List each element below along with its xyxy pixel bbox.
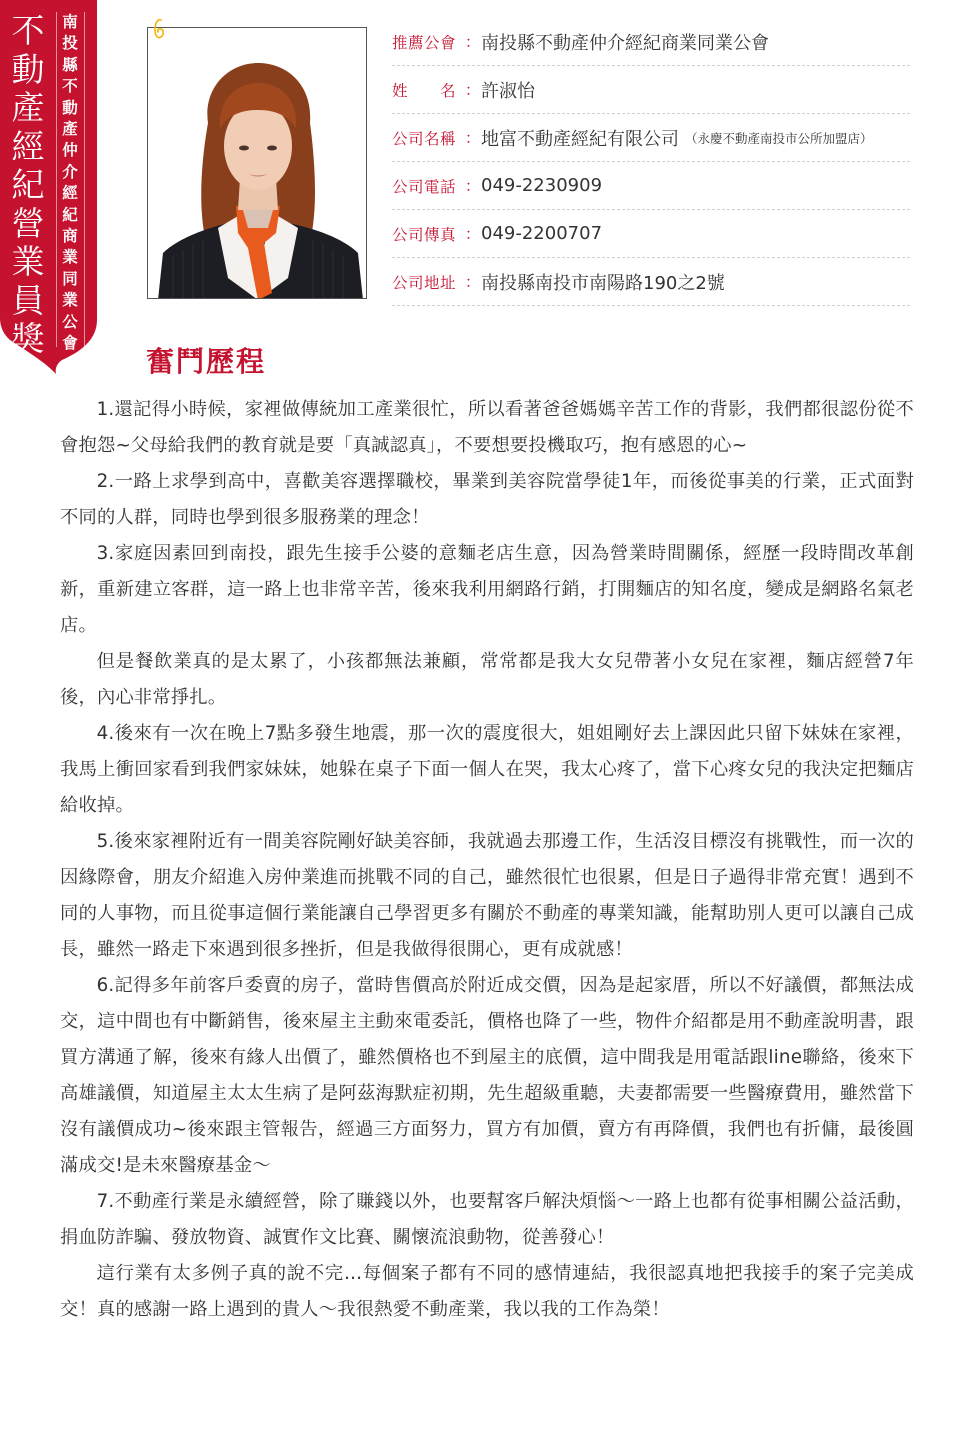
info-colon: ： <box>464 273 480 291</box>
association-char: 公 <box>62 312 78 331</box>
ribbon-divider <box>84 12 85 347</box>
story-paragraph: 這行業有太多例子真的說不完…每個案子都有不同的感情連結，我很認真地把我接手的案子完美成交！真的感謝一路上遇到的貴人～我很熱愛不動產業，我以我的工作為榮！ <box>60 1263 914 1320</box>
story-paragraph: 1.還記得小時候，家裡做傳統加工產業很忙，所以看著爸爸媽媽辛苦工作的背影，我們都很認份從不會抱怨~父母給我們的教育就是要「真誠認真」，不要想要投機取巧，抱有感恩的心~ <box>60 399 914 456</box>
company-branch-note: （永慶不動產南投市公所加盟店） <box>685 130 873 146</box>
info-label: 姓 名 <box>392 81 457 100</box>
info-row-fax <box>392 210 910 258</box>
agent-name-value: 許淑怡 <box>481 80 535 102</box>
info-label: 公司傳真 <box>392 225 457 244</box>
association-value: 南投縣不動產仲介經紀商業同業公會 <box>481 32 769 54</box>
ribbon-divider <box>56 12 57 347</box>
portrait-illustration <box>148 28 367 299</box>
association-char: 縣 <box>62 55 78 74</box>
info-label: 推薦公會 <box>392 33 457 52</box>
story-paragraph: 3.家庭因素回到南投，跟先生接手公婆的意麵老店生意，因為營業時間關係，經歷一段時間改革創新，重新建立客群，這一路上也非常辛苦，後來我利用網路行銷，打開麵店的知名度，變成是網路名氣老店。 <box>60 543 914 636</box>
association-char: 動 <box>62 98 78 117</box>
story-body <box>60 392 914 1328</box>
association-char: 紀 <box>62 205 78 224</box>
association-char: 投 <box>62 34 78 53</box>
story-paragraph: 4.後來有一次在晚上7點多發生地震，那一次的震度很大，姐姐剛好去上課因此只留下妹妹在家裡，我馬上衝回家看到我們家妹妹，她躲在桌子下面一個人在哭，我太心疼了，當下心疼女兒的我決定把麵店給收掉。 <box>60 723 914 816</box>
info-label: 公司地址 <box>392 273 457 292</box>
info-label: 公司電話 <box>392 177 457 196</box>
paperclip-icon <box>153 18 167 40</box>
info-colon: ： <box>464 225 480 243</box>
association-char: 不 <box>62 77 78 96</box>
info-row-association <box>392 18 910 66</box>
fax-value: 049-2200707 <box>481 223 603 244</box>
award-title-char: 業 <box>11 242 45 281</box>
info-row-phone <box>392 162 910 210</box>
info-colon: ： <box>464 81 480 99</box>
story-paragraph: 但是餐飲業真的是太累了，小孩都無法兼顧，常常都是我大女兒帶著小女兒在家裡，麵店經營7年後，內心非常掙扎。 <box>60 651 914 708</box>
info-colon: ： <box>464 177 480 195</box>
company-name-value: 地富不動產經紀有限公司 <box>481 128 679 150</box>
section-title: 奮鬥歷程 <box>146 345 267 378</box>
association-char: 商 <box>62 227 78 246</box>
award-title-char: 紀 <box>11 165 45 204</box>
portrait-photo <box>147 27 367 299</box>
info-row-address <box>392 258 910 306</box>
association-char: 經 <box>62 184 78 203</box>
agent-info-list <box>392 18 910 306</box>
story-paragraph: 6.記得多年前客戶委賣的房子，當時售價高於附近成交價，因為是起家厝，所以不好議價，都無法成交，這中間也有中斷銷售，後來屋主主動來電委託，價格也降了一些，物件介紹都是用不動產說明書，跟買方溝通了解，後來有緣人出價了，雖然價格也不到屋主的底價，這中間我是用電話跟line聯絡，後來下高雄議價，知道屋主太太生病了是阿茲海默症初期，先生超級重聽，夫妻都需要一些醫療費用，雖然當下沒有議價成功~後來跟主管報告，經過三方面努力，買方有加價，賣方有再降價，我們也有折傭，最後圓滿成交!是未來醫療基金～ <box>60 975 914 1176</box>
address-value: 南投縣南投市南陽路190之2號 <box>481 272 725 294</box>
story-paragraph: 5.後來家裡附近有一間美容院剛好缺美容師，我就過去那邊工作，生活沒目標沒有挑戰性，而一次的因緣際會，朋友介紹進入房仲業進而挑戰不同的自己，雖然很忙也很累，但是日子過得非常充實！遇到不同的人事物，而且從事這個行業能讓自己學習更多有關於不動產的專業知識，能幫助別人更可以讓自己成長，雖然一路走下來遇到很多挫折，但是我做得很開心，更有成就感！ <box>60 831 914 960</box>
award-title-char: 營 <box>11 203 45 243</box>
info-label: 公司名稱 <box>392 129 457 148</box>
phone-value: 049-2230909 <box>481 175 603 196</box>
award-title-char: 獎 <box>11 319 45 358</box>
info-row-company <box>392 114 910 162</box>
award-title <box>4 12 52 359</box>
info-row-name <box>392 66 910 114</box>
info-colon: ： <box>464 129 480 147</box>
award-ribbon <box>0 0 100 375</box>
association-char: 南 <box>62 13 78 31</box>
association-char: 會 <box>62 334 78 353</box>
award-title-char: 不 <box>11 11 45 50</box>
story-paragraph: 7.不動產行業是永續經營，除了賺錢以外，也要幫客戶解決煩惱～一路上也都有從事相關公益活動，捐血防詐騙、發放物資、誠實作文比賽、關懷流浪動物，從善發心！ <box>60 1191 914 1248</box>
info-colon: ： <box>464 33 480 51</box>
association-name-vertical <box>59 12 81 355</box>
association-char: 介 <box>62 162 78 181</box>
award-title-char: 經 <box>11 126 45 166</box>
award-title-char: 動 <box>11 49 45 89</box>
association-char: 仲 <box>62 141 78 160</box>
association-char: 同 <box>62 269 78 288</box>
award-title-char: 員 <box>11 280 45 320</box>
story-paragraph: 2.一路上求學到高中，喜歡美容選擇職校，畢業到美容院當學徒1年，而後從事美的行業，正式面對不同的人群，同時也學到很多服務業的理念！ <box>60 471 914 528</box>
association-char: 業 <box>62 248 78 267</box>
association-char: 產 <box>62 120 78 139</box>
award-title-char: 產 <box>11 88 45 127</box>
association-char: 業 <box>62 291 78 310</box>
